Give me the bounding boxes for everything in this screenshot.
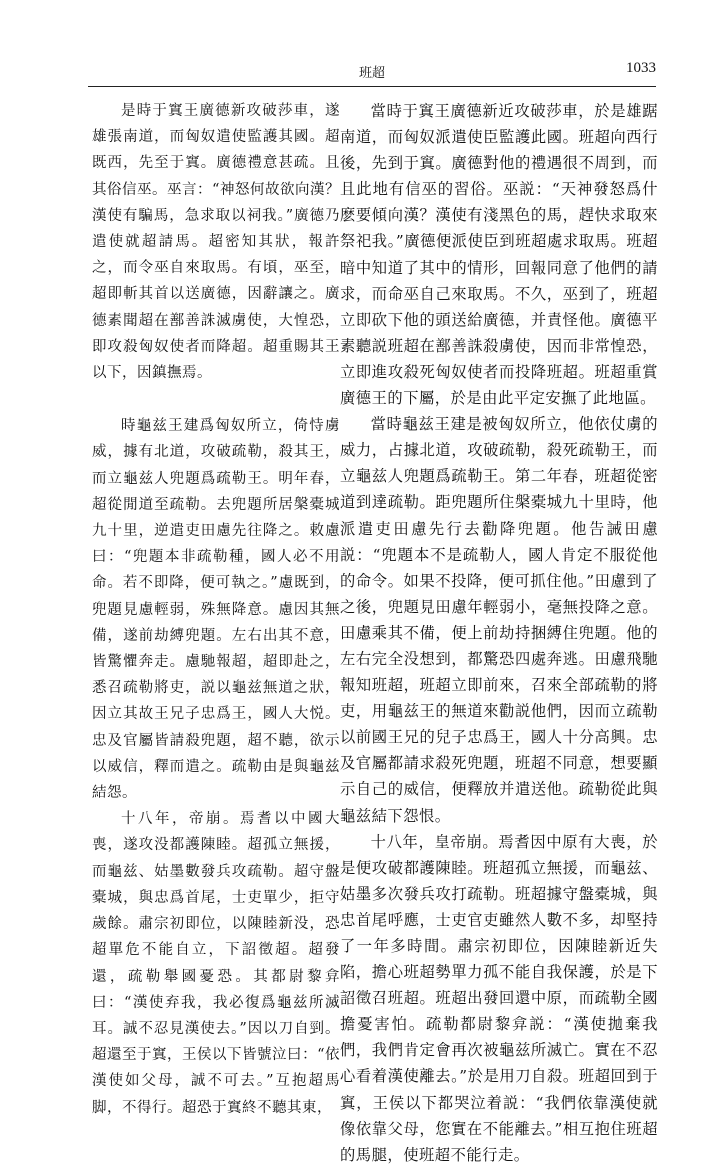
running-title: 班超 [358,66,385,81]
classical-paragraph: 時龜兹王建爲匈奴所立，倚恃虜威，據有北道，攻破疏勒，殺其王，而立龜兹人兜題爲疏勒王。明年春，超從閒道至疏勒。去兜題所居槃橐城九十里，逆遣吏田慮先往降之。敕慮曰：“兜題本非疏勒種，國人必不用命。若不即降，便可執之。”慮既到，兜題見慮輕弱，殊無降意。慮因其無備，遂前劫縛兜題。左右出其不意，皆驚懼奔走。慮馳報超，超即赴之，悉召疏勒將吏，説以龜兹無道之狀，因立其故王兄子忠爲王，國人大悦。忠及官屬皆請殺兜題，超不聽，欲示以威信，釋而遣之。疏勒由是與龜兹結怨。 [92,418,340,802]
translation-paragraph: 當時于窴王廣德新近攻破莎車，於是雄踞南道，而匈奴派遣使臣監護此國。班超向西行後，先到于窴。廣德對他的禮遇很不周到，而且此地有信巫的習俗。巫説：“天神發怒爲什麽要傾向漢？漢使有淺黑色的馬，趕快求取來祭祀我。”廣德便派使臣到班超處求取馬。班超暗中知道了其中的情形，回報同意了他們的請求，而命巫自己來取馬。不久，巫到了，班超立即砍下他的頭送給廣德，并責怪他。廣德平素聽説班超在鄯善誅殺虜使，因而非常惶恐，立即進攻殺死匈奴使者而投降班超。班超重賞廣德王的下屬，於是由此平定安撫了此地區。 [340,102,658,408]
translation-paragraph: 當時龜兹王建是被匈奴所立，他依仗虜的威力，占據北道，攻破疏勒，殺死疏勒王，而立龜兹人兜題爲疏勒王。第二年春，班超從密道到達疏勒。距兜題所住槃橐城九十里時，他派遣吏田慮先行去勸降兜題。他告誡田慮説：“兜題本不是疏勒人，國人肯定不服從他的命令。如果不投降，便可抓住他。”田慮到了之後，兜題見田慮年輕弱小，毫無投降之意。田慮乘其不備，便上前劫持捆縛住兜題。他的左右完全没想到，都驚恐四處奔逃。田慮飛馳報知班超，班超立即前來，召來全部疏勒的將吏，用龜兹王的無道來勸説他們，因而立疏勒以前國王兄的兒子忠爲王，國人十分高興。忠及官屬都請求殺死兜題，班超不同意，想要顯示自己的威信，便釋放并遣送他。疏勒從此與龜兹結下怨恨。 [340,415,658,825]
page-header [88,62,656,86]
header-rule [88,86,656,87]
translation-column [340,98,658,1164]
page-number: 1033 [626,60,656,76]
classical-paragraph: 十八年，帝崩。焉耆以中國大喪，遂攻没都護陳睦。超孤立無援，而龜兹、姑墨數發兵攻疏勒。超守盤橐城，與忠爲首尾，士吏單少，拒守歲餘。肅宗初即位，以陳睦新没，恐超單危不能自立，下詔徵超。超發還，疏勒舉國憂恐。其都尉黎弇曰：“漢使弃我，我必復爲龜兹所滅耳。誠不忍見漢使去。”因以刀自剄。超還至于窴，王侯以下皆號泣曰：“依漢使如父母，誠不可去。”互抱超馬脚，不得行。超恐于窴終不聽其東， [92,811,340,1116]
classical-paragraph: 是時于窴王廣德新攻破莎車，遂雄張南道，而匈奴遣使監護其國。超既西，先至于窴。廣德禮意甚疏。且其俗信巫。巫言：“神怒何故欲向漢？漢使有騙馬，急求取以祠我。”廣德乃遣使就超請馬。超密知其狀，報許之，而令巫自來取馬。有頃，巫至，超即斬其首以送廣德，因辭讓之。廣德素聞超在鄯善誅滅虜使，大惶恐，即攻殺匈奴使者而降超。超重賜其王以下，因鎮撫焉。 [92,103,340,382]
translation-paragraph: 十八年，皇帝崩。焉耆因中原有大喪，於是便攻破都護陳睦。班超孤立無援，而龜兹、姑墨多次發兵攻打疏勒。班超據守盤橐城，與忠首尾呼應，士吏官吏雖然人數不多，却堅持了一年多時間。肅宗初即位，因陳睦新近失陷，擔心班超勢單力孤不能自我保護，於是下詔徵召班超。班超出發回還中原，而疏勒全國擔憂害怕。疏勒都尉黎弇説：“漢使拋棄我們，我們肯定會再次被龜兹所滅亡。實在不忍心看着漢使離去。”於是用刀自殺。班超回到于窴，王侯以下都哭泣着説：“我們依靠漢使就像依靠父母，您實在不能離去。”相互抱住班超的馬腿，使班超不能行走。 [340,832,658,1164]
classical-text-column [92,98,340,1116]
